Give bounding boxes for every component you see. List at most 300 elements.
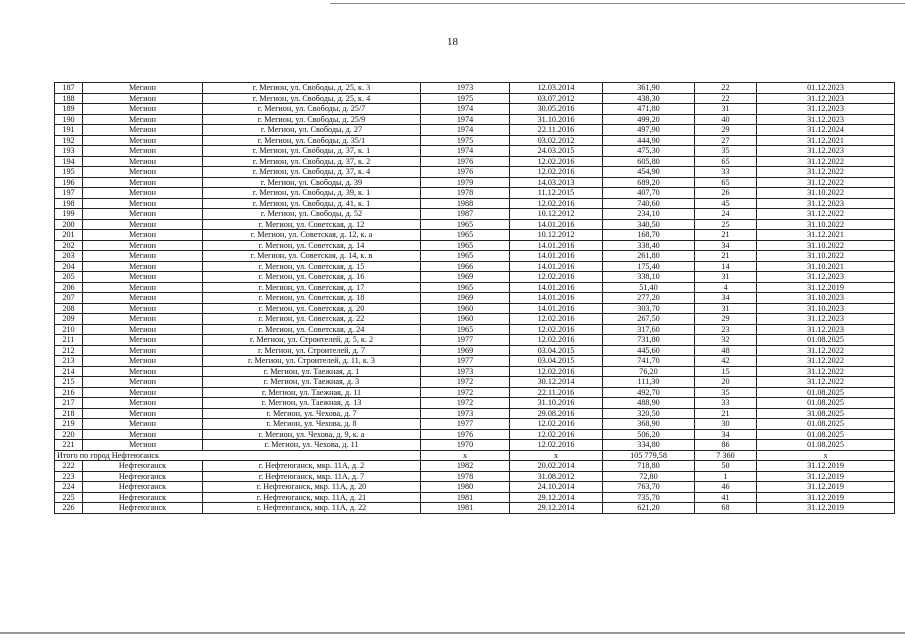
cell-row-number: 202: [55, 240, 83, 251]
table-row: [55, 482, 895, 493]
cell-city: Мегион: [83, 398, 203, 409]
cell-address: г. Мегион, ул. Советская, д. 24: [203, 324, 421, 335]
cell-deadline: 31.12.2022: [757, 356, 895, 367]
cell-deadline: 31.08.2025: [757, 408, 895, 419]
cell-address: г. Мегион, ул. Свободы, д. 37, к. 4: [203, 167, 421, 178]
total-deadline: х: [757, 450, 895, 461]
cell-residents: 42: [695, 356, 757, 367]
table-row: [55, 83, 895, 94]
cell-survey-date: 24.03.2015: [510, 146, 603, 157]
cell-residents: 34: [695, 429, 757, 440]
total-residents: 7 360: [695, 450, 757, 461]
cell-city: Мегион: [83, 251, 203, 262]
cell-address: г. Мегион, ул. Советская, д. 20: [203, 303, 421, 314]
cell-deadline: 31.12.2023: [757, 114, 895, 125]
cell-area: 407,70: [603, 188, 695, 199]
table-row: [55, 230, 895, 241]
cell-row-number: 214: [55, 366, 83, 377]
cell-residents: 27: [695, 135, 757, 146]
table-row: [55, 198, 895, 209]
cell-deadline: 01.12.2023: [757, 83, 895, 94]
table-row: [55, 324, 895, 335]
cell-deadline: 31.10.2023: [757, 303, 895, 314]
cell-city: Мегион: [83, 114, 203, 125]
cell-area: 277,20: [603, 293, 695, 304]
table-row: [55, 209, 895, 220]
cell-survey-date: 12.02.2016: [510, 419, 603, 430]
cell-row-number: 199: [55, 209, 83, 220]
total-row: [55, 450, 895, 461]
cell-city: Мегион: [83, 156, 203, 167]
cell-build-year: 1972: [421, 387, 510, 398]
cell-city: Мегион: [83, 83, 203, 94]
cell-address: г. Мегион, ул. Свободы, д. 25/7: [203, 104, 421, 115]
cell-address: г. Мегион, ул. Советская, д. 14, к. в: [203, 251, 421, 262]
cell-city: Мегион: [83, 387, 203, 398]
cell-address: г. Мегион, ул. Строителей, д. 11, к. 3: [203, 356, 421, 367]
cell-address: г. Мегион, ул. Таежная, д. 1: [203, 366, 421, 377]
cell-residents: 29: [695, 314, 757, 325]
cell-build-year: 1973: [421, 83, 510, 94]
cell-survey-date: 14.01.2016: [510, 303, 603, 314]
cell-build-year: 1966: [421, 261, 510, 272]
cell-build-year: 1974: [421, 114, 510, 125]
cell-address: г. Мегион, ул. Свободы, д. 27: [203, 125, 421, 136]
cell-residents: 31: [695, 303, 757, 314]
cell-residents: 68: [695, 503, 757, 514]
cell-build-year: 1965: [421, 324, 510, 335]
cell-build-year: 1969: [421, 293, 510, 304]
cell-address: г. Нефтеюганск, мкр. 11А, д. 22: [203, 503, 421, 514]
cell-address: г. Мегион, ул. Чехова, д. 9, к. а: [203, 429, 421, 440]
cell-build-year: 1976: [421, 167, 510, 178]
cell-residents: 33: [695, 398, 757, 409]
cell-city: Мегион: [83, 429, 203, 440]
cell-build-year: 1982: [421, 461, 510, 472]
cell-row-number: 207: [55, 293, 83, 304]
cell-survey-date: 03.02.2012: [510, 135, 603, 146]
cell-area: 735,70: [603, 492, 695, 503]
cell-row-number: 208: [55, 303, 83, 314]
cell-survey-date: 14.01.2016: [510, 240, 603, 251]
cell-deadline: 31.12.2024: [757, 125, 895, 136]
cell-residents: 46: [695, 482, 757, 493]
table-row: [55, 303, 895, 314]
cell-row-number: 223: [55, 471, 83, 482]
total-area: 105 779,58: [603, 450, 695, 461]
cell-row-number: 187: [55, 83, 83, 94]
cell-city: Мегион: [83, 188, 203, 199]
cell-row-number: 198: [55, 198, 83, 209]
cell-row-number: 201: [55, 230, 83, 241]
cell-survey-date: 10.12.2012: [510, 209, 603, 220]
cell-residents: 45: [695, 198, 757, 209]
cell-area: 718,80: [603, 461, 695, 472]
cell-deadline: 31.12.2022: [757, 345, 895, 356]
table-row: [55, 261, 895, 272]
cell-area: 454,90: [603, 167, 695, 178]
cell-address: г. Мегион, ул. Советская, д. 12: [203, 219, 421, 230]
cell-residents: 21: [695, 251, 757, 262]
cell-survey-date: 12.03.2014: [510, 83, 603, 94]
cell-deadline: 31.12.2019: [757, 482, 895, 493]
cell-build-year: 1977: [421, 356, 510, 367]
cell-residents: 41: [695, 492, 757, 503]
cell-area: 445,60: [603, 345, 695, 356]
total-date: х: [510, 450, 603, 461]
cell-build-year: 1981: [421, 492, 510, 503]
cell-survey-date: 12.02.2016: [510, 272, 603, 283]
cell-build-year: 1978: [421, 188, 510, 199]
cell-build-year: 1965: [421, 219, 510, 230]
cell-residents: 21: [695, 408, 757, 419]
cell-build-year: 1960: [421, 314, 510, 325]
cell-row-number: 193: [55, 146, 83, 157]
cell-address: г. Мегион, ул. Свободы, д. 37, к. 1: [203, 146, 421, 157]
cell-deadline: 31.10.2022: [757, 251, 895, 262]
cell-city: Мегион: [83, 261, 203, 272]
table-row: [55, 146, 895, 157]
cell-city: Мегион: [83, 167, 203, 178]
cell-row-number: 196: [55, 177, 83, 188]
cell-build-year: 1974: [421, 104, 510, 115]
cell-city: Мегион: [83, 377, 203, 388]
cell-row-number: 224: [55, 482, 83, 493]
cell-address: г. Мегион, ул. Свободы, д. 41, к. 1: [203, 198, 421, 209]
cell-residents: 30: [695, 419, 757, 430]
cell-deadline: 31.12.2023: [757, 104, 895, 115]
cell-area: 471,80: [603, 104, 695, 115]
cell-residents: 35: [695, 146, 757, 157]
cell-area: 605,80: [603, 156, 695, 167]
cell-deadline: 01.08.2025: [757, 387, 895, 398]
cell-city: Мегион: [83, 93, 203, 104]
cell-residents: 1: [695, 471, 757, 482]
table-row: [55, 293, 895, 304]
cell-area: 303,70: [603, 303, 695, 314]
table-row: [55, 356, 895, 367]
cell-build-year: 1975: [421, 93, 510, 104]
cell-city: Мегион: [83, 345, 203, 356]
cell-address: г. Мегион, ул. Таежная, д. 13: [203, 398, 421, 409]
cell-area: 368,90: [603, 419, 695, 430]
cell-build-year: 1969: [421, 345, 510, 356]
cell-build-year: 1977: [421, 335, 510, 346]
cell-residents: 40: [695, 114, 757, 125]
cell-area: 497,90: [603, 125, 695, 136]
cell-survey-date: 14.01.2016: [510, 261, 603, 272]
cell-survey-date: 12.02.2016: [510, 429, 603, 440]
cell-deadline: 01.08.2025: [757, 398, 895, 409]
table-row: [55, 272, 895, 283]
cell-survey-date: 22.11.2016: [510, 125, 603, 136]
cell-deadline: 31.12.2022: [757, 156, 895, 167]
cell-residents: 35: [695, 387, 757, 398]
cell-survey-date: 03.07.2012: [510, 93, 603, 104]
cell-address: г. Нефтеюганск, мкр. 11А, д. 7: [203, 471, 421, 482]
table-row: [55, 219, 895, 230]
cell-survey-date: 29.12.2014: [510, 492, 603, 503]
cell-city: Мегион: [83, 314, 203, 325]
cell-area: 475,30: [603, 146, 695, 157]
table-row: [55, 503, 895, 514]
cell-residents: 65: [695, 156, 757, 167]
table-row: [55, 461, 895, 472]
cell-survey-date: 03.04.2015: [510, 356, 603, 367]
cell-residents: 15: [695, 366, 757, 377]
cell-survey-date: 20.02.2014: [510, 461, 603, 472]
cell-city: Мегион: [83, 272, 203, 283]
cell-address: г. Мегион, ул. Свободы, д. 37, к. 2: [203, 156, 421, 167]
cell-deadline: 31.12.2022: [757, 209, 895, 220]
cell-build-year: 1973: [421, 408, 510, 419]
table-row: [55, 156, 895, 167]
cell-residents: 22: [695, 93, 757, 104]
cell-address: г. Мегион, ул. Чехова, д. 8: [203, 419, 421, 430]
cell-survey-date: 14.01.2016: [510, 293, 603, 304]
cell-residents: 34: [695, 293, 757, 304]
cell-build-year: 1970: [421, 440, 510, 451]
cell-city: Мегион: [83, 324, 203, 335]
cell-city: Мегион: [83, 135, 203, 146]
cell-area: 741,70: [603, 356, 695, 367]
table-row: [55, 335, 895, 346]
cell-row-number: 215: [55, 377, 83, 388]
table-row: [55, 114, 895, 125]
cell-city: Мегион: [83, 440, 203, 451]
cell-build-year: 1960: [421, 303, 510, 314]
cell-city: Мегион: [83, 366, 203, 377]
cell-area: 111,30: [603, 377, 695, 388]
cell-deadline: 31.10.2022: [757, 219, 895, 230]
cell-area: 689,20: [603, 177, 695, 188]
table-row: [55, 93, 895, 104]
cell-survey-date: 30.12.2014: [510, 377, 603, 388]
cell-address: г. Мегион, ул. Советская, д. 17: [203, 282, 421, 293]
cell-area: 76,20: [603, 366, 695, 377]
cell-deadline: 31.12.2019: [757, 503, 895, 514]
scan-bottom-edge: [0, 632, 905, 634]
cell-area: 361,90: [603, 83, 695, 94]
cell-residents: 21: [695, 230, 757, 241]
cell-deadline: 01.08.2025: [757, 419, 895, 430]
cell-residents: 23: [695, 324, 757, 335]
cell-residents: 29: [695, 125, 757, 136]
cell-survey-date: 10.12.2012: [510, 230, 603, 241]
table-row: [55, 251, 895, 262]
cell-area: 506,20: [603, 429, 695, 440]
table-row: [55, 345, 895, 356]
cell-row-number: 200: [55, 219, 83, 230]
table-row: [55, 104, 895, 115]
cell-row-number: 211: [55, 335, 83, 346]
cell-deadline: 31.12.2019: [757, 461, 895, 472]
cell-survey-date: 29.12.2014: [510, 503, 603, 514]
cell-deadline: 31.10.2022: [757, 240, 895, 251]
cell-address: г. Мегион, ул. Советская, д. 22: [203, 314, 421, 325]
cell-deadline: 01.08.2025: [757, 429, 895, 440]
cell-area: 763,70: [603, 482, 695, 493]
cell-area: 72,80: [603, 471, 695, 482]
cell-city: Мегион: [83, 356, 203, 367]
cell-area: 338,10: [603, 272, 695, 283]
cell-address: г. Мегион, ул. Свободы, д. 52: [203, 209, 421, 220]
cell-survey-date: 29.08.2016: [510, 408, 603, 419]
cell-area: 621,20: [603, 503, 695, 514]
cell-build-year: 1987: [421, 209, 510, 220]
cell-deadline: 31.12.2019: [757, 282, 895, 293]
cell-row-number: 205: [55, 272, 83, 283]
cell-deadline: 31.12.2022: [757, 366, 895, 377]
cell-city: Мегион: [83, 303, 203, 314]
table-row: [55, 398, 895, 409]
table-row: [55, 282, 895, 293]
page-number: 18: [447, 36, 458, 48]
cell-area: 234,10: [603, 209, 695, 220]
cell-survey-date: 03.04.2015: [510, 345, 603, 356]
cell-row-number: 226: [55, 503, 83, 514]
cell-city: Мегион: [83, 104, 203, 115]
total-label: Итого по город Нефтеюганск: [55, 450, 421, 461]
cell-row-number: 197: [55, 188, 83, 199]
cell-row-number: 219: [55, 419, 83, 430]
cell-survey-date: 31.10.2016: [510, 398, 603, 409]
cell-build-year: 1969: [421, 272, 510, 283]
cell-survey-date: 12.02.2016: [510, 314, 603, 325]
cell-build-year: 1981: [421, 503, 510, 514]
cell-address: г. Мегион, ул. Советская, д. 15: [203, 261, 421, 272]
cell-area: 731,80: [603, 335, 695, 346]
cell-area: 175,40: [603, 261, 695, 272]
cell-city: Мегион: [83, 177, 203, 188]
cell-row-number: 209: [55, 314, 83, 325]
cell-survey-date: 31.10.2016: [510, 114, 603, 125]
cell-build-year: 1973: [421, 366, 510, 377]
cell-build-year: 1976: [421, 156, 510, 167]
cell-area: 317,60: [603, 324, 695, 335]
table-row: [55, 240, 895, 251]
cell-row-number: 195: [55, 167, 83, 178]
cell-address: г. Нефтеюганск, мкр. 11А, д. 20: [203, 482, 421, 493]
table-row: [55, 314, 895, 325]
cell-address: г. Мегион, ул. Свободы, д. 25, к. 3: [203, 83, 421, 94]
cell-row-number: 210: [55, 324, 83, 335]
cell-residents: 22: [695, 83, 757, 94]
cell-city: Мегион: [83, 419, 203, 430]
cell-build-year: 1988: [421, 198, 510, 209]
cell-row-number: 206: [55, 282, 83, 293]
cell-build-year: 1974: [421, 146, 510, 157]
cell-deadline: 31.12.2019: [757, 471, 895, 482]
cell-survey-date: 24.10.2014: [510, 482, 603, 493]
cell-row-number: 194: [55, 156, 83, 167]
table-row: [55, 366, 895, 377]
cell-city: Мегион: [83, 230, 203, 241]
cell-area: 267,50: [603, 314, 695, 325]
cell-survey-date: 12.02.2016: [510, 156, 603, 167]
cell-row-number: 189: [55, 104, 83, 115]
cell-build-year: 1972: [421, 377, 510, 388]
cell-survey-date: 12.02.2016: [510, 324, 603, 335]
cell-deadline: 31.12.2023: [757, 314, 895, 325]
total-year: х: [421, 450, 510, 461]
cell-residents: 4: [695, 282, 757, 293]
cell-survey-date: 14.01.2016: [510, 251, 603, 262]
cell-area: 740,60: [603, 198, 695, 209]
cell-address: г. Мегион, ул. Советская, д. 16: [203, 272, 421, 283]
cell-row-number: 204: [55, 261, 83, 272]
cell-survey-date: 31.08.2012: [510, 471, 603, 482]
cell-row-number: 191: [55, 125, 83, 136]
cell-survey-date: 14.03.2013: [510, 177, 603, 188]
cell-survey-date: 12.02.2016: [510, 335, 603, 346]
cell-city: Мегион: [83, 408, 203, 419]
cell-address: г. Мегион, ул. Советская, д. 14: [203, 240, 421, 251]
cell-area: 320,50: [603, 408, 695, 419]
cell-deadline: 31.10.2022: [757, 188, 895, 199]
cell-survey-date: 12.02.2016: [510, 366, 603, 377]
cell-row-number: 212: [55, 345, 83, 356]
cell-residents: 31: [695, 104, 757, 115]
cell-deadline: 31.10.2021: [757, 261, 895, 272]
cell-residents: 31: [695, 272, 757, 283]
cell-row-number: 190: [55, 114, 83, 125]
cell-area: 51,40: [603, 282, 695, 293]
cell-address: г. Мегион, ул. Таежная, д. 11: [203, 387, 421, 398]
cell-address: г. Мегион, ул. Свободы, д. 25, к. 4: [203, 93, 421, 104]
cell-address: г. Мегион, ул. Свободы, д. 39, к. 1: [203, 188, 421, 199]
cell-area: 340,50: [603, 219, 695, 230]
cell-deadline: 31.12.2023: [757, 198, 895, 209]
cell-row-number: 203: [55, 251, 83, 262]
cell-build-year: 1965: [421, 240, 510, 251]
cell-residents: 86: [695, 440, 757, 451]
cell-deadline: 31.12.2022: [757, 167, 895, 178]
cell-area: 338,40: [603, 240, 695, 251]
cell-city: Мегион: [83, 198, 203, 209]
cell-row-number: 225: [55, 492, 83, 503]
cell-residents: 34: [695, 240, 757, 251]
cell-city: Мегион: [83, 240, 203, 251]
cell-address: г. Мегион, ул. Свободы, д. 25/9: [203, 114, 421, 125]
table-row: [55, 408, 895, 419]
cell-city: Нефтеюганск: [83, 503, 203, 514]
cell-build-year: 1965: [421, 251, 510, 262]
cell-address: г. Мегион, ул. Строителей, д. 5, к. 2: [203, 335, 421, 346]
cell-residents: 14: [695, 261, 757, 272]
cell-deadline: 31.12.2023: [757, 146, 895, 157]
cell-row-number: 192: [55, 135, 83, 146]
cell-build-year: 1980: [421, 482, 510, 493]
table-row: [55, 471, 895, 482]
cell-row-number: 222: [55, 461, 83, 472]
cell-row-number: 218: [55, 408, 83, 419]
cell-address: г. Мегион, ул. Советская, д. 12, к. а: [203, 230, 421, 241]
cell-survey-date: 12.02.2016: [510, 440, 603, 451]
cell-address: г. Мегион, ул. Свободы, д. 39: [203, 177, 421, 188]
cell-row-number: 221: [55, 440, 83, 451]
table-row: [55, 492, 895, 503]
cell-survey-date: 11.12.2015: [510, 188, 603, 199]
cell-area: 444,90: [603, 135, 695, 146]
housing-table: [54, 82, 895, 514]
table-row: [55, 429, 895, 440]
cell-area: 499,20: [603, 114, 695, 125]
cell-build-year: 1978: [421, 471, 510, 482]
cell-survey-date: 22.11.2016: [510, 387, 603, 398]
cell-city: Мегион: [83, 125, 203, 136]
table-row: [55, 125, 895, 136]
